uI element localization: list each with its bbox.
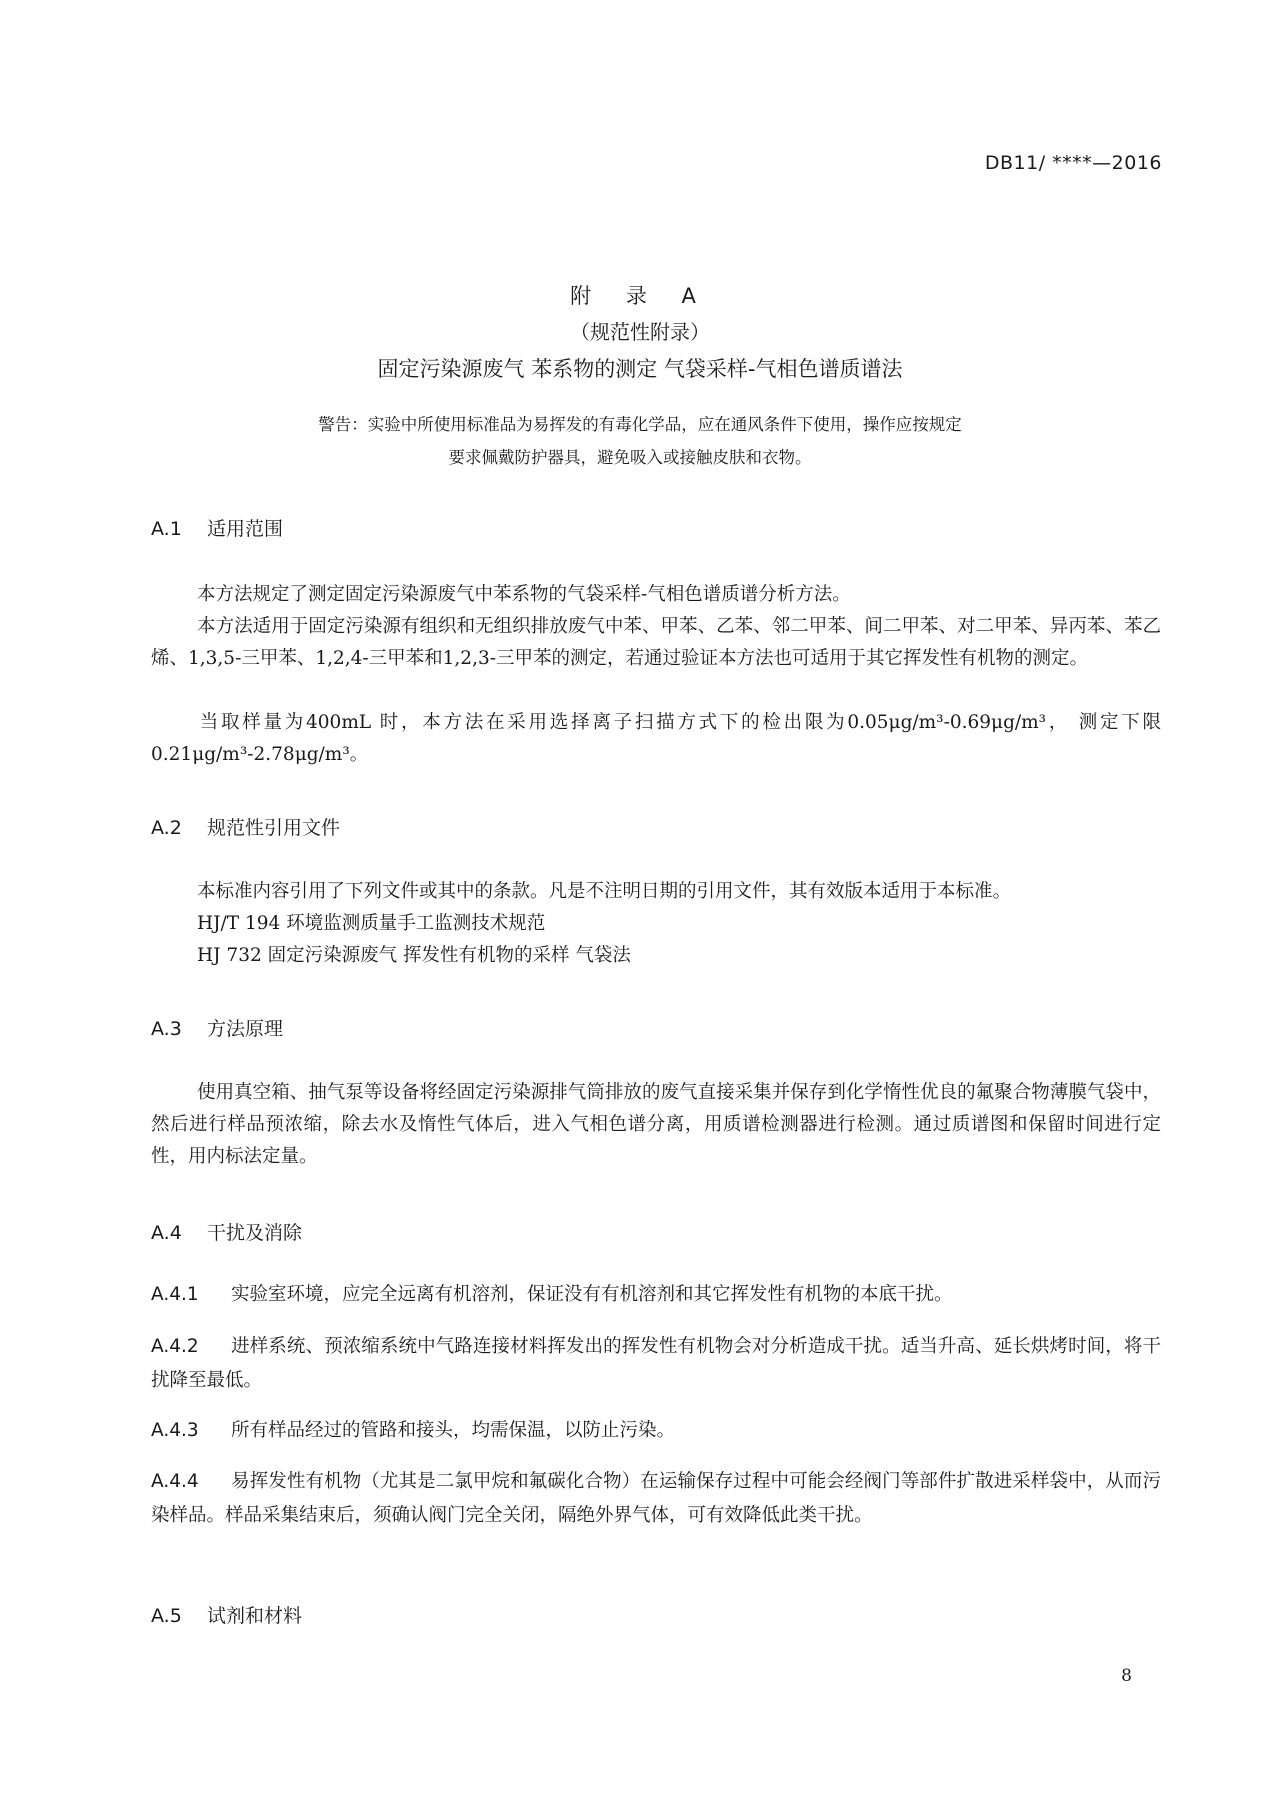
section-title: 干扰及消除 bbox=[207, 1222, 303, 1244]
section-title: 方法原理 bbox=[207, 1018, 284, 1040]
clause-a4-4: A.4.4 易挥发性有机物（尤其是二氯甲烷和氟碳化合物）在运输保存过程中可能会经阀门等部件扩散进采样袋中，从而污染样品。样品采集结束后，须确认阀门完全关闭，隔绝外界气体，可有效降低此类干扰。 bbox=[151, 1471, 1161, 1526]
appendix-title-block bbox=[0, 278, 1280, 388]
reference-item: HJ 732 固定污染源废气 挥发性有机物的采样 气袋法 bbox=[197, 945, 631, 966]
section-number: A.4 bbox=[151, 1222, 182, 1244]
appendix-type: （规范性附录） bbox=[570, 320, 710, 344]
section-heading-a1 bbox=[151, 514, 283, 541]
section-title: 试剂和材料 bbox=[207, 1605, 303, 1627]
paragraph-a3-principle: 使用真空箱、抽气泵等设备将经固定污染源排气筒排放的废气直接采集并保存到化学惰性优良的氟聚合物薄膜气袋中，然后进行样品预浓缩，除去水及惰性气体后，进入气相色谱分离，用质谱检测器进行检测。通过质谱图和保留时间进行定性，用内标法定量。 bbox=[151, 1082, 1161, 1167]
paragraph-a1-detection-limit: 当取样量为400mL 时，本方法在采用选择离子扫描方式下的检出限为0.05μg/m³-0.69μg/m³， 测定下限0.21μg/m³-2.78μg/m³。 bbox=[151, 712, 1161, 765]
document-id: DB11/ ****—2016 bbox=[984, 152, 1162, 174]
clause-a4-3: A.4.3 所有样品经过的管路和接头，均需保温，以防止污染。 bbox=[151, 1420, 676, 1441]
warning-line-2: 要求佩戴防护器具，避免吸入或接触皮肤和衣物。 bbox=[448, 448, 812, 467]
section-number: A.2 bbox=[151, 817, 182, 839]
section-number: A.3 bbox=[151, 1018, 182, 1040]
paragraph-a1-scope: 本方法规定了测定固定污染源废气中苯系物的气袋采样-气相色谱质谱分析方法。 bbox=[197, 584, 851, 605]
section-heading-a3 bbox=[151, 1014, 283, 1041]
section-title: 适用范围 bbox=[207, 518, 284, 540]
page-number: 8 bbox=[1121, 1666, 1132, 1686]
paragraph-a1-applicability: 本方法适用于固定污染源有组织和无组织排放废气中苯、甲苯、乙苯、邻二甲苯、间二甲苯、对二甲苯、异丙苯、苯乙烯、1,3,5-三甲苯、1,2,4-三甲苯和1,2,3-三甲苯的测定，若通过验证本方法也可适用于其它挥发性有机物的测定。 bbox=[151, 616, 1161, 669]
appendix-title: 固定污染源废气 苯系物的测定 气袋采样-气相色谱质谱法 bbox=[377, 357, 903, 381]
section-heading-a5 bbox=[151, 1601, 302, 1628]
warning-notice bbox=[0, 408, 1280, 474]
paragraph-a2-intro: 本标准内容引用了下列文件或其中的条款。凡是不注明日期的引用文件，其有效版本适用于本标准。 bbox=[197, 881, 1012, 902]
section-title: 规范性引用文件 bbox=[207, 817, 341, 839]
section-number: A.5 bbox=[151, 1605, 182, 1627]
clause-a4-1: A.4.1 实验室环境，应完全远离有机溶剂，保证没有有机溶剂和其它挥发性有机物的本底干扰。 bbox=[151, 1284, 953, 1305]
appendix-label: 附 录 A bbox=[570, 284, 710, 308]
section-number: A.1 bbox=[151, 518, 182, 540]
reference-item: HJ/T 194 环境监测质量手工监测技术规范 bbox=[197, 913, 546, 934]
warning-line-1: 警告：实验中所使用标准品为易挥发的有毒化学品，应在通风条件下使用，操作应按规定 bbox=[318, 415, 962, 434]
clause-a4-2: A.4.2 进样系统、预浓缩系统中气路连接材料挥发出的挥发性有机物会对分析造成干扰。适当升高、延长烘烤时间，将干扰降至最低。 bbox=[151, 1336, 1161, 1391]
section-heading-a2 bbox=[151, 813, 340, 840]
section-heading-a4 bbox=[151, 1218, 302, 1245]
